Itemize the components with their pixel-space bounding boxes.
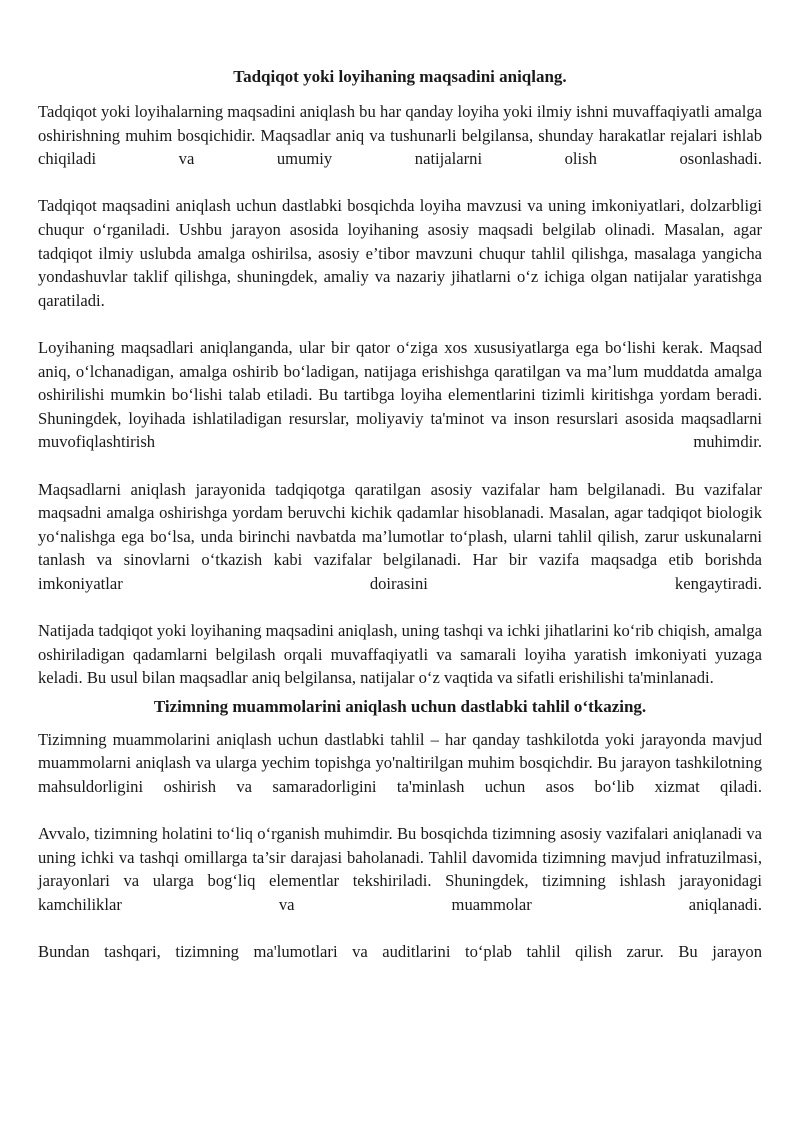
paragraph-5: Natijada tadqiqot yoki loyihaning maqsadini aniqlash, uning tashqi va ichki jihatlarini ko‘rib chiqish, amalga oshiriladigan qadamlarni belgilash orqali muvaffaqiyatli va samarali loyiha yaratish imkoniyati yuzaga keladi. Bu usul bilan maqsadlar aniq belgilansa, natijalar o‘z vaqtida va sifatli erishilishi ta'minlanadi. (38, 621, 762, 688)
paragraph-4: Maqsadlarni aniqlash jarayonida tadqiqotga qaratilgan asosiy vazifalar ham belgilanadi. Bu vazifalar maqsadni amalga oshirishga yordam beruvchi kichik qadamlar hisoblanadi. Masalan, agar tadqiqot biologik yo‘nalishga ega bo‘lsa, unda birinchi navbatda ma’lumotlar to‘plash, ularni tahlil qilish, zarur uskunalarni tanlash va sinovlarni o‘tkazish kabi vazifalar belgilanadi. Har bir vazifa maqsadga etib borishda imkoniyatlar doirasini kengaytiradi. (38, 479, 762, 593)
paragraph-2: Tadqiqot maqsadini aniqlash uchun dastlabki bosqichda loyiha mavzusi va uning imkoniyatlari, dolzarbligi chuqur o‘rganiladi. Ushbu jarayon asosida loyihaning asosiy maqsadi belgilab olinadi. Masalan, agar tadqiqot ilmiy uslubda amalga oshirilsa, asosiy e’tibor mavzuni chuqur tahlil qilishga, masalaga yangicha yondashuvlar taklif qilishga, shuningdek, amaliy va nazariy jihatlarni o‘z ichiga olgan natijalar yaratishga qaratiladi. (38, 196, 762, 310)
paragraph-1: Tadqiqot yoki loyihalarning maqsadini aniqlash bu har qanday loyiha yoki ilmiy ishni muvaffaqiyatli amalga oshirishning muhim bosqichidir. Maqsadlar aniq va tushunarli belgilansa, shunday harakatlar rejalari ishlab chiqiladi va umumiy natijalarni olish osonlashadi. (38, 102, 762, 169)
section-heading-research-goal: Tadqiqot yoki loyihaning maqsadini aniqlang. (233, 67, 567, 86)
paragraph-7: Avvalo, tizimning holatini to‘liq o‘rganish muhimdir. Bu bosqichda tizimning asosiy vazifalari aniqlanadi va uning ichki va tashqi omillarga ta’sir darajasi baholanadi. Tahlil davomida tizimning mavjud infratuzilmasi, jarayonlari va ularga bog‘liq elementlar tekshiriladi. Shuningdek, tizimning ishlash jarayonidagi kamchiliklar va muammolar aniqlanadi. (38, 824, 762, 914)
section-heading-system-analysis: Tizimning muammolarini aniqlash uchun dastlabki tahlil o‘tkazing. (153, 696, 647, 716)
paragraph-6: Tizimning muammolarini aniqlash uchun dastlabki tahlil – har qanday tashkilotda yoki jarayonda mavjud muammolarni aniqlash va ularga yechim topishga yo'naltirilgan muhim bosqichdir. Bu jarayon tashkilotning mahsuldorligini oshirish va samaradorligini ta'minlash uchun asos bo‘lib xizmat qiladi. (38, 729, 762, 797)
paragraph-3: Loyihaning maqsadlari aniqlanganda, ular bir qator o‘ziga xos xususiyatlarga ega bo‘lishi kerak. Maqsad aniq, o‘lchanadigan, amalga oshirib bo‘ladigan, natijaga erishishga qaratilgan va ma’lum muddatda amalga oshirilishi mumkin bo‘lishi talab etiladi. Bu tartibga loyiha elementlarini tizimli kiritishga yordam beradi. Shuningdek, loyihada ishlatiladigan resurslar, moliyaviy ta'minot va inson resurslari asosida maqsadlarni muvofiqlashtirish muhimdir. (38, 337, 762, 452)
paragraph-8: Bundan tashqari, tizimning ma'lumotlari va auditlarini to‘plab tahlil qilish zarur. Bu jarayon (38, 942, 762, 962)
document-page (38, 66, 762, 987)
